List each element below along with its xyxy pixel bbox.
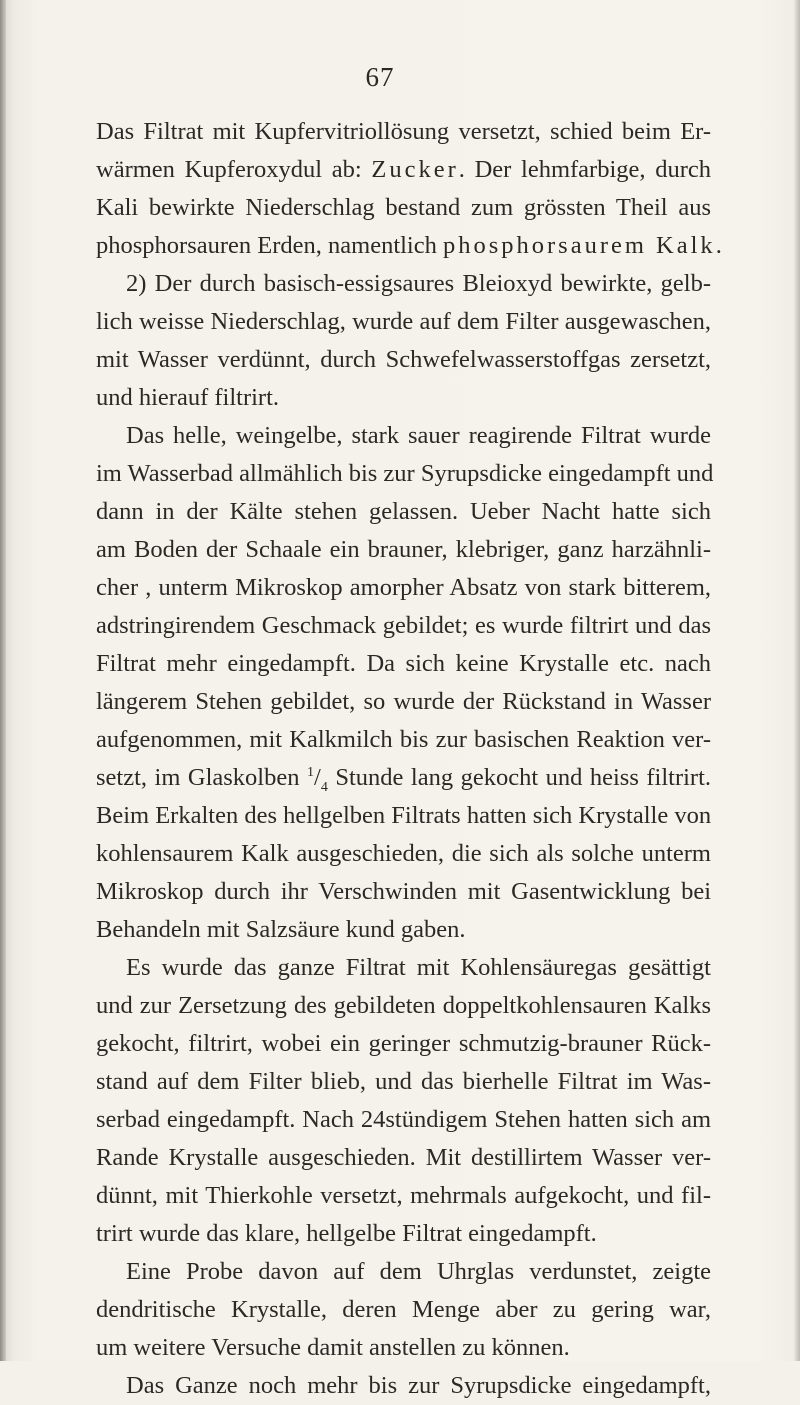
text-line: wärmen Kupferoxydul ab: Zucker. Der lehmfarbige, durch [96,156,711,183]
text-line: Das Ganze noch mehr bis zur Syrupsdicke eingedampft, [126,1372,711,1399]
text-line: Das Filtrat mit Kupfervitriollösung versetzt, schied beim Er- [96,118,711,145]
page-number: 67 [365,62,395,92]
text-line: längerem Stehen gebildet, so wurde der Rückstand in Wasser [96,688,711,715]
page-edge [794,0,800,1361]
text-line: aufgenommen, mit Kalkmilch bis zur basischen Reaktion ver- [96,726,711,753]
text-line: setzt, im Glaskolben $^1/_4$ Stunde lang gekocht und heiss filtrirt. [96,764,712,795]
spaced-emphasis: Zucker [371,156,459,183]
text-line: lich weisse Niederschlag, wurde auf dem Filter ausgewaschen, [96,308,711,335]
text-line: dann in der Kälte stehen gelassen. Ueber Nacht hatte sich [96,498,711,525]
text-line: dünnt, mit Thierkohle versetzt, mehrmals aufgekocht, und fil- [96,1182,711,1209]
text-line: gekocht, filtrirt, wobei ein geringer schmutzig-brauner Rück- [96,1030,711,1057]
text-line: und zur Zersetzung des gebildeten doppeltkohlensauren Kalks [96,992,711,1019]
text-line: am Boden der Schaale ein brauner, klebriger, ganz harzähnli- [96,536,711,563]
text-line: stand auf dem Filter blieb, und das bierhelle Filtrat im Was- [96,1068,711,1095]
text-line: phosphorsauren Erden, namentlich phosphorsaurem Kalk. [96,232,722,259]
text-line: kohlensaurem Kalk ausgeschieden, die sich als solche unterm [96,840,711,867]
text-line: mit Wasser verdünnt, durch Schwefelwasserstoffgas zersetzt, [96,346,711,373]
text-line: um weitere Versuche damit anstellen zu können. [96,1334,570,1361]
text-line: Mikroskop durch ihr Verschwinden mit Gasentwicklung bei [96,878,711,905]
text-line: trirt wurde das klare, hellgelbe Filtrat eingedampft. [96,1220,597,1247]
text-line: im Wasserbad allmählich bis zur Syrupsdicke eingedampft und [96,460,714,487]
text-line: dendritische Krystalle, deren Menge aber zu gering war, [96,1296,711,1323]
text-line: cher , unterm Mikroskop amorpher Absatz von stark bitterem, [96,574,711,601]
text-line: Eine Probe davon auf dem Uhrglas verdunstet, zeigte [126,1258,711,1285]
body-text [96,113,722,1405]
text-line: Rande Krystalle ausgeschieden. Mit destillirtem Wasser ver- [96,1144,711,1171]
text-line: und hierauf filtrirt. [96,384,280,411]
text-line: Filtrat mehr eingedampft. Da sich keine Krystalle etc. nach [96,650,711,677]
spaced-emphasis: phosphorsaurem Kalk [442,232,716,259]
text-line: serbad eingedampft. Nach 24stündigem Stehen hatten sich am [96,1106,711,1133]
text-line: Kali bewirkte Niederschlag bestand zum grössten Theil aus [96,194,711,221]
text-line: Das helle, weingelbe, stark sauer reagirende Filtrat wurde [126,422,711,449]
text-line: 2) Der durch basisch-essigsaures Bleioxyd bewirkte, gelb- [126,270,711,297]
book-gutter-shadow [0,0,6,1361]
text-line: Es wurde das ganze Filtrat mit Kohlensäuregas gesättigt [126,954,711,981]
fraction-numerator: 1 [307,764,314,780]
text-line: Beim Erkalten des hellgelben Filtrats hatten sich Krystalle von [96,802,712,829]
text-line: adstringirendem Geschmack gebildet; es wurde filtrirt und das [96,612,711,639]
fraction-denominator: 4 [320,779,328,795]
text-line: Behandeln mit Salzsäure kund gaben. [96,916,466,943]
